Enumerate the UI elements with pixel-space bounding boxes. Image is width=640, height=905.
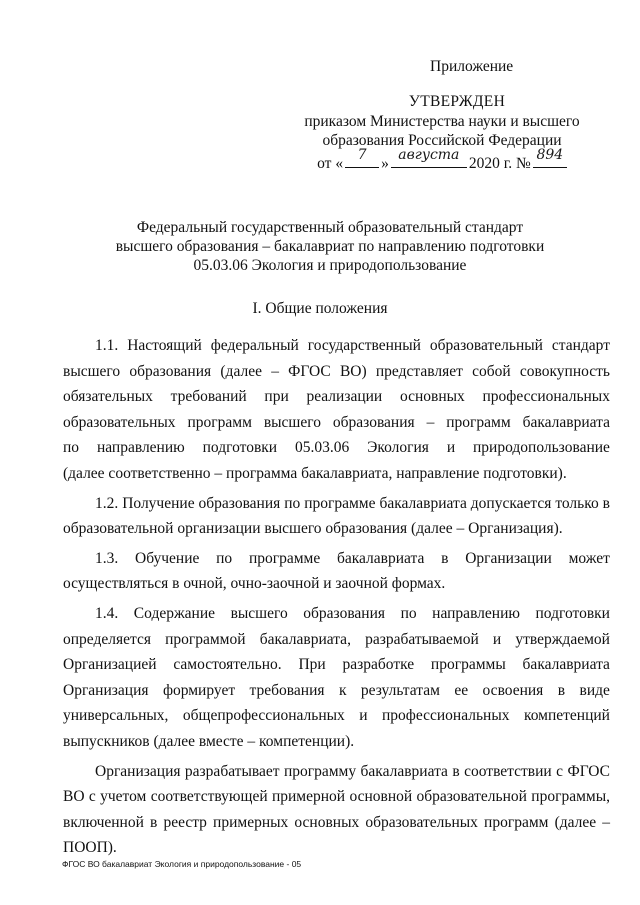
word: утверждаемой [515,630,610,648]
date-quote-close: » [381,154,389,172]
word: образовательных [63,413,176,431]
word: стандарт [551,337,610,354]
word: основных [399,388,465,406]
word: ВО) [339,362,367,380]
word: компетенций [523,707,610,725]
text-line-last: осуществляться в очной, очно-заочной и заочной формах. [63,575,446,593]
word: направлению [432,604,520,622]
word: самостоятельно. [173,656,282,674]
text-line [63,435,610,461]
word: определяется [63,630,151,648]
standard-title-line-3: 05.03.06 Экология и природопользование [193,257,467,274]
text-line [63,678,610,704]
word: федеральный [210,337,299,354]
word: программ [187,413,252,431]
date-day-handwritten: 7 [357,147,367,163]
text-line [63,627,610,653]
paragraph-organization: Организация разрабатывает программу бакалавриата в соответствии с ФГОС ВО с учетом соответствующей примерной основной образовательной программы, включенной в реестр примерных основных образовательных программ (далее – ПООП). [63,762,610,857]
paragraph-1-2: 1.2. Получение образования по программе бакалавриата допускается только в образовательной организации высшего образования (далее – Организация). [63,494,610,538]
text-line-last: (далее соответственно – программа бакалавриата, направление подготовки). [63,464,567,482]
word: 1.4. [95,604,119,622]
word: подготовки [202,439,278,457]
word: Организации [465,549,552,567]
word: Организацией [63,656,157,674]
word: и [359,707,368,725]
word: бакалавриата [522,413,610,431]
word: и [492,630,502,648]
standard-title-line-1: Федеральный государственный образовательный стандарт [136,219,524,236]
word: обязательных [63,388,153,406]
page-footer: ФГОС ВО бакалавриат Экология и природопользование - 05 [62,859,302,869]
date-month-handwritten: августа [398,147,460,163]
word: в [441,549,449,567]
standard-title-line-2: высшего образования – бакалавриат по направлению подготовки [115,238,545,255]
word: образования [332,413,415,431]
word: в [557,681,566,699]
word: Настоящий [127,337,202,354]
paragraph-1-4 [63,601,610,755]
order-number-handwritten: 894 [536,147,564,163]
word: профессиональных [382,707,510,725]
word: представляет [375,362,463,380]
date-day-blank [345,147,379,168]
word: – [271,362,279,380]
paragraph-1-1 [63,333,610,487]
word: – [426,413,435,431]
approved-label: УТВЕРЖДЕН [408,93,506,110]
word: 05.03.06 [294,439,350,457]
word: 1.3. [95,549,119,567]
word: высшего [230,604,288,622]
word: Экология [367,439,429,457]
word: собой [472,362,511,380]
word: может [568,549,610,567]
word: При [298,656,326,674]
word: по [400,604,417,622]
word: общепрофессиональных [182,707,345,725]
word: при [264,388,289,406]
word: программ [446,413,511,431]
text-line-last: выпускников (далее вместе – компетенции). [63,732,355,750]
order-number-blank [533,147,567,168]
word: бакалавриата [336,549,425,567]
paragraph-1-3 [63,546,610,597]
order-line-2: образования Российской Федерации [322,132,562,149]
word: к [338,681,347,699]
text-line [63,359,610,385]
word: и [446,439,456,457]
word: ФГОС [288,362,331,380]
date-month-blank [391,147,467,168]
word: по [63,439,80,457]
word: направлению [96,439,185,457]
text-line [63,546,610,572]
text-line [63,333,610,359]
text-line [63,384,610,410]
word: требования [249,681,325,699]
word: реализации [306,388,383,406]
word: образования [129,362,212,380]
word: ее [454,681,469,699]
word: подготовки [535,604,610,622]
word: разрабатываемой [365,630,479,648]
word: освоения [482,681,544,699]
word: государственный [307,337,421,354]
word: природопользование [473,439,610,457]
word: универсальных, [63,707,169,725]
word: образования [303,604,386,622]
date-year: 2020 г. № [468,154,531,172]
word: бакалавриата [522,656,610,674]
word: высшего [263,413,321,431]
text-line [63,410,610,436]
document-body [63,333,610,865]
word: программы [430,656,506,674]
word: формирует [162,681,236,699]
text-line [63,703,610,729]
standard-title [90,218,570,275]
word: по [216,549,233,567]
word: программе [248,549,321,567]
word: бакалавриата, [259,630,351,648]
word: требований [170,388,247,406]
word: (далее [220,362,262,380]
order-line-1: приказом Министерства науки и высшего [304,112,580,130]
text-line [63,601,610,627]
date-prefix: от « [317,154,344,172]
word: результатам [360,681,440,699]
section-heading: I. Общие положения [252,300,388,317]
word: Организация [63,681,149,699]
word: программой [165,630,246,648]
text-line [63,652,610,678]
word: совокупность [519,362,610,380]
word: профессиональных [482,388,610,406]
word: разработке [342,656,415,674]
word: 1.1. [95,337,119,354]
word: Содержание [133,604,216,622]
word: Обучение [135,549,200,567]
appendix-label: Приложение [430,58,514,75]
approval-block [292,92,592,173]
word: образовательный [429,337,543,354]
order-date-line [292,147,592,174]
word: виде [579,681,610,699]
word: высшего [63,362,121,380]
